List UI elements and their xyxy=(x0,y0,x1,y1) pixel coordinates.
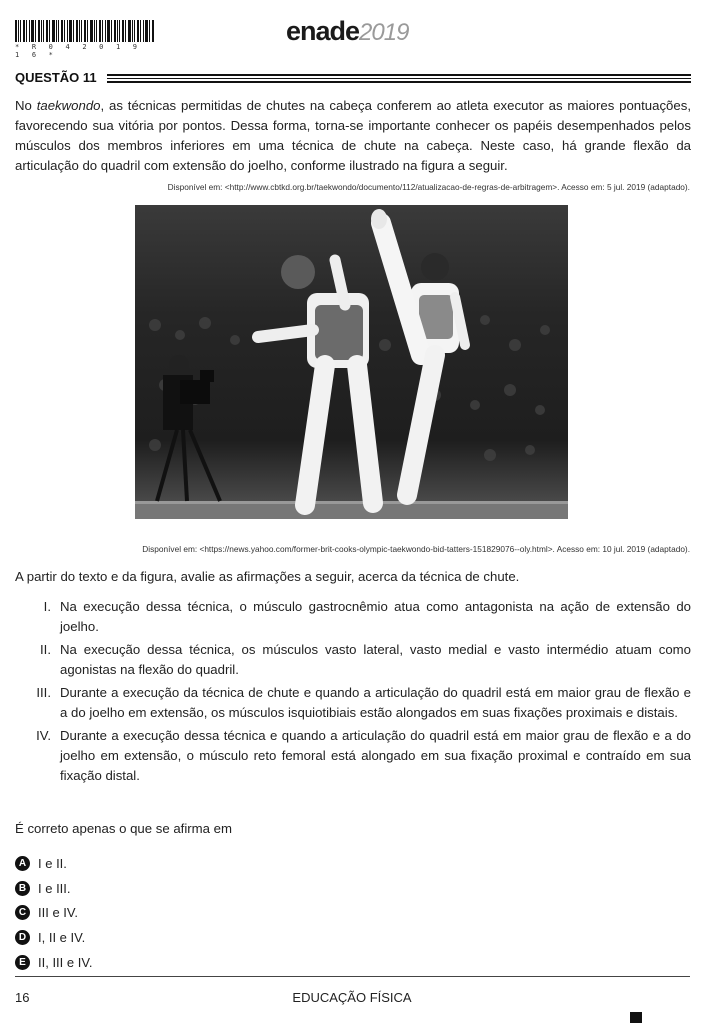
statement-number: IV. xyxy=(36,728,51,743)
answer-prompt: É correto apenas o que se afirma em xyxy=(15,821,232,836)
taekwondo-photo xyxy=(135,205,568,519)
intro-term: taekwondo xyxy=(36,98,101,113)
header-rule xyxy=(107,74,691,85)
statement-text: Na execução dessa técnica, os músculos vasto lateral, vasto medial e vasto intermédio atuam como agonistas na flexão do quadril. xyxy=(60,642,691,677)
option-letter-icon: A xyxy=(15,856,30,871)
option-text: III e IV. xyxy=(38,905,78,921)
assessment-prompt: A partir do texto e da figura, avalie as afirmações a seguir, acerca da técnica de chute. xyxy=(15,569,520,584)
intro-text-start: No xyxy=(15,98,37,113)
logo-word: enade xyxy=(286,16,360,46)
barcode xyxy=(15,20,155,42)
statement-item xyxy=(15,683,691,723)
question-header xyxy=(15,69,691,87)
statement-item xyxy=(15,640,691,680)
option-text: II, III e IV. xyxy=(38,954,93,970)
option-text: I e III. xyxy=(38,880,71,896)
intro-text-rest: , as técnicas permitidas de chutes na cabeça conferem ao atleta executor as maiores pontuações, favorecendo sua vitória por pontos. Dessa forma, torna-se importante conhecer os papéis desempenhados pelos músculos dos membros inferiores em uma técnica de chute na cabeça. Neste caso, há grande flexão da articulação do quadril com extensão do joelho, conforme ilustrado na figura a seguir. xyxy=(15,98,691,173)
enade-logo xyxy=(286,16,408,47)
option-d[interactable] xyxy=(15,925,92,950)
statement-text: Durante a execução da técnica de chute e quando a articulação do quadril está em maior grau de flexão e a do joelho em extensão, os músculos isquiotibiais estão alongados em suas fixações proximais e distais. xyxy=(60,685,691,720)
registration-mark xyxy=(630,1012,642,1023)
statement-number: III. xyxy=(36,685,51,700)
option-e[interactable] xyxy=(15,950,92,975)
statement-text: Durante a execução dessa técnica e quando a articulação do quadril está em maior grau de flexão e a do joelho em extensão, o músculo reto femoral está alongado em sua fixação proximal e contraído em sua fixação distal. xyxy=(60,728,691,783)
option-text: I, II e IV. xyxy=(38,929,86,945)
option-letter-icon: C xyxy=(15,905,30,920)
statement-item xyxy=(15,726,691,786)
question-intro xyxy=(15,96,691,176)
statement-text: Na execução dessa técnica, o músculo gastrocnêmio atua como antagonista na ação de extensão do joelho. xyxy=(60,599,691,634)
course-name: EDUCAÇÃO FÍSICA xyxy=(292,990,412,1005)
option-c[interactable] xyxy=(15,900,92,925)
option-text: I e II. xyxy=(38,855,67,871)
page-number: 16 xyxy=(15,990,30,1005)
barcode-digits: * R 0 4 2 0 1 9 1 6 * xyxy=(15,43,142,59)
statement-item xyxy=(15,597,691,637)
statement-list xyxy=(15,597,691,789)
answer-options xyxy=(15,851,92,974)
option-letter-icon: E xyxy=(15,955,30,970)
statement-number: I. xyxy=(43,599,51,614)
source-citation-2: Disponível em: <https://news.yahoo.com/former-brit-cooks-olympic-taekwondo-bid-tatters-151829076--oly.html>. Acesso em: 10 jul. 2019 (adaptado). xyxy=(142,544,690,554)
statement-number: II. xyxy=(40,642,51,657)
option-letter-icon: B xyxy=(15,881,30,896)
question-title: QUESTÃO 11 xyxy=(15,70,97,85)
footer-divider xyxy=(15,976,690,977)
logo-year: 2019 xyxy=(359,19,409,46)
option-a[interactable] xyxy=(15,851,92,876)
option-b[interactable] xyxy=(15,876,92,901)
source-citation-1: Disponível em: <http://www.cbtkd.org.br/taekwondo/documento/112/atualizacao-de-regras-de-arbitragem>. Acesso em: 5 jul. 2019 (adaptado). xyxy=(167,182,690,192)
option-letter-icon: D xyxy=(15,930,30,945)
